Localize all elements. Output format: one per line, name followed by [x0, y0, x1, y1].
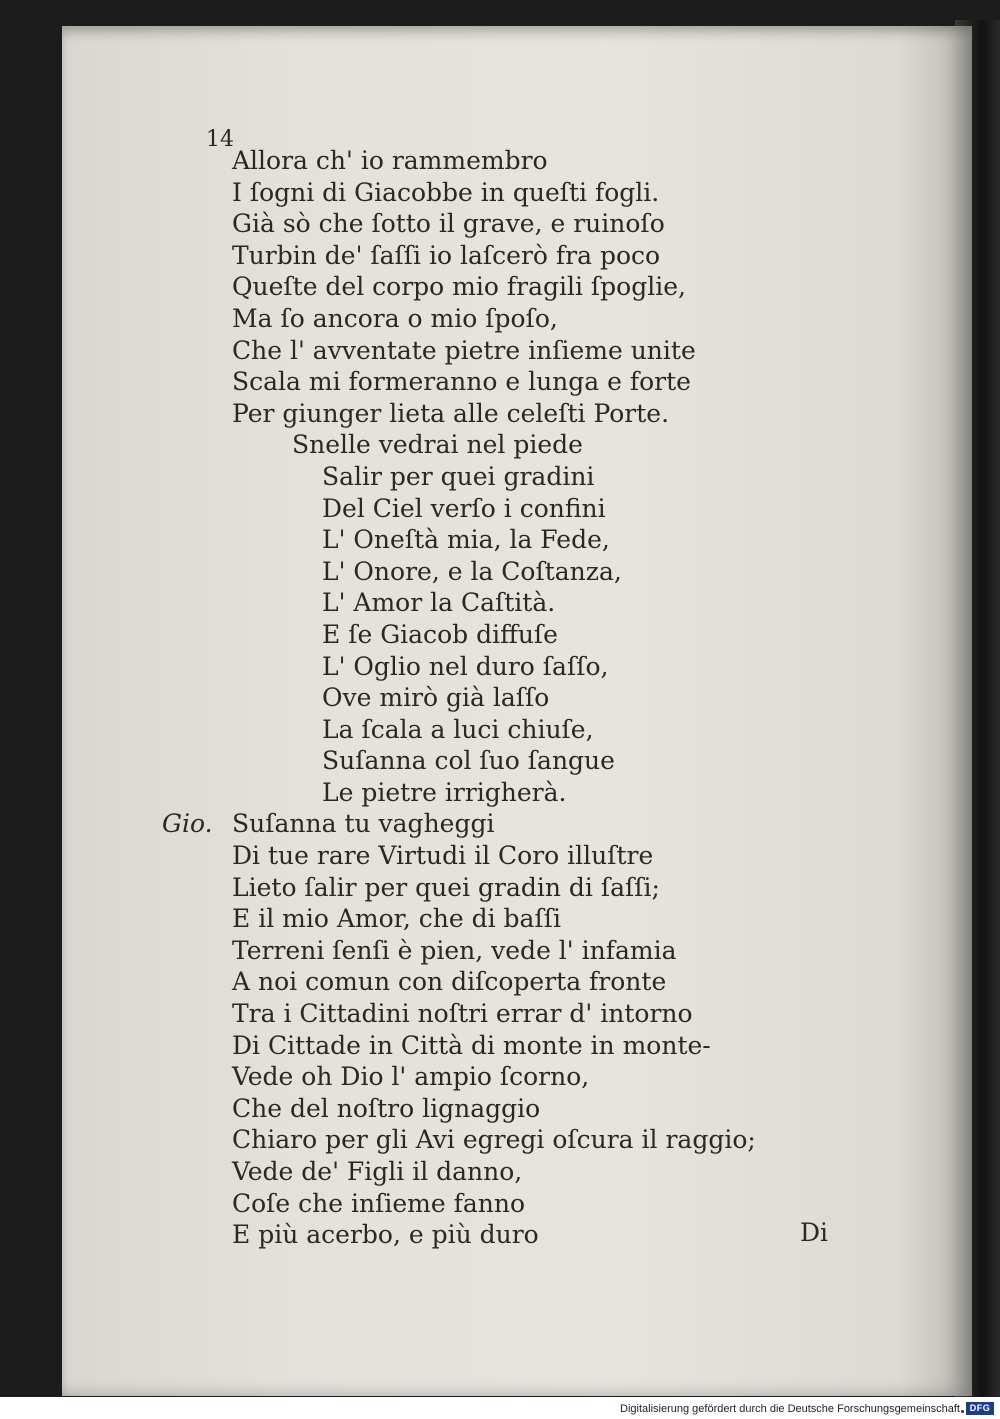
text-line [0, 903, 900, 935]
text-line [0, 1219, 900, 1251]
text-line [0, 240, 900, 272]
verse-text: Suſanna col ſuo ſangue [322, 746, 615, 776]
poem-text [0, 145, 900, 1251]
verse-text: L' Oneſtà mia, la Fede, [322, 525, 610, 555]
verse-text: Che del noſtro lignaggio [232, 1093, 541, 1123]
dfg-logo-icon: DFG [966, 1402, 994, 1415]
verse-text: Del Ciel verſo i confini [322, 493, 606, 523]
verse-text: La ſcala a luci chiuſe, [322, 714, 594, 744]
text-line [0, 177, 900, 209]
verse-text: Vede de' Figli il danno, [232, 1157, 523, 1186]
text-line [0, 1093, 900, 1125]
text-line [0, 429, 900, 461]
verse-text: Terreni ſenſi è pien, vede l' infamia [232, 935, 677, 965]
separator-dot [961, 1410, 964, 1413]
page-number: 14 [206, 127, 234, 152]
verse-text: Già sò che ſotto il grave, e ruinoſo [232, 209, 665, 239]
text-line [0, 1061, 900, 1093]
verse-text: L' Onore, e la Coſtanza, [322, 556, 622, 586]
verse-text: E ſe Giacob diffuſe [322, 619, 558, 649]
text-line [0, 1030, 900, 1062]
text-line [0, 935, 900, 967]
text-line [0, 461, 900, 493]
verse-text: Scala mi formeranno e lunga e forte [232, 367, 691, 397]
text-line [0, 808, 900, 840]
verse-text: Di tue rare Virtudi il Coro illuſtre [232, 841, 654, 871]
verse-text: Suſanna tu vagheggi [232, 809, 495, 839]
catchword: Di [800, 1218, 829, 1247]
text-line [0, 966, 900, 998]
text-line [0, 303, 900, 335]
verse-text: Lieto ſalir per quei gradin di ſaſſi; [232, 872, 660, 902]
text-line [0, 524, 900, 556]
text-line [0, 745, 900, 777]
verse-text: Ma ſo ancora o mio ſpoſo, [232, 303, 558, 333]
text-line [0, 619, 900, 651]
footer-bar [0, 1397, 1000, 1419]
text-line [0, 777, 900, 809]
text-line [0, 366, 900, 398]
text-line [0, 335, 900, 367]
verse-text: Turbin de' ſaſſi io laſcerò fra poco [232, 240, 661, 270]
text-line [0, 398, 900, 430]
text-line [0, 998, 900, 1030]
verse-text: Snelle vedrai nel piede [292, 430, 583, 460]
text-line [0, 1188, 900, 1220]
text-line [0, 1156, 900, 1188]
text-line [0, 145, 900, 177]
verse-text: Le pietre irrigherà. [322, 777, 567, 807]
text-line [0, 271, 900, 303]
text-line [0, 872, 900, 904]
text-line [0, 1124, 900, 1156]
funding-notice: Digitalisierung gefördert durch die Deutsche Forschungsgemeinschaft [620, 1403, 960, 1415]
verse-text: A noi comun con diſcoperta fronte [232, 967, 667, 997]
verse-text: Queſte del corpo mio fragili ſpoglie, [232, 272, 686, 302]
verse-text: I ſogni di Giacobbe in queſti fogli. [232, 177, 660, 207]
text-line [0, 208, 900, 240]
text-line [0, 493, 900, 525]
verse-text: Che l' avventate pietre inſieme unite [232, 335, 696, 365]
verse-text: Coſe che inſieme fanno [232, 1188, 526, 1218]
verse-text: L' Amor la Caſtità. [322, 588, 556, 618]
verse-text: Salir per quei gradini [322, 461, 595, 491]
text-line [0, 682, 900, 714]
text-line [0, 714, 900, 746]
text-line [0, 587, 900, 619]
verse-text: Vede oh Dio l' ampio ſcorno, [232, 1062, 590, 1092]
verse-text: Ove mirò già laſſo [322, 683, 550, 713]
verse-text: Di Cittade in Città di monte in monte- [232, 1030, 711, 1060]
text-line [0, 840, 900, 872]
speaker-label: Gio. [162, 809, 213, 839]
text-line [0, 651, 900, 683]
verse-text: Per giunger lieta alle celeſti Porte. [232, 398, 670, 428]
text-line [0, 556, 900, 588]
verse-text: Tra i Cittadini noſtri errar d' intorno [232, 999, 693, 1029]
verse-text: E il mio Amor, che di baſſi [232, 904, 561, 934]
verse-text: E più acerbo, e più duro [232, 1220, 539, 1250]
verse-text: Allora ch' io rammembro [232, 146, 548, 175]
verse-text: Chiaro per gli Avi egregi oſcura il raggio; [232, 1125, 756, 1155]
verse-text: L' Oglio nel duro ſaſſo, [322, 651, 609, 681]
